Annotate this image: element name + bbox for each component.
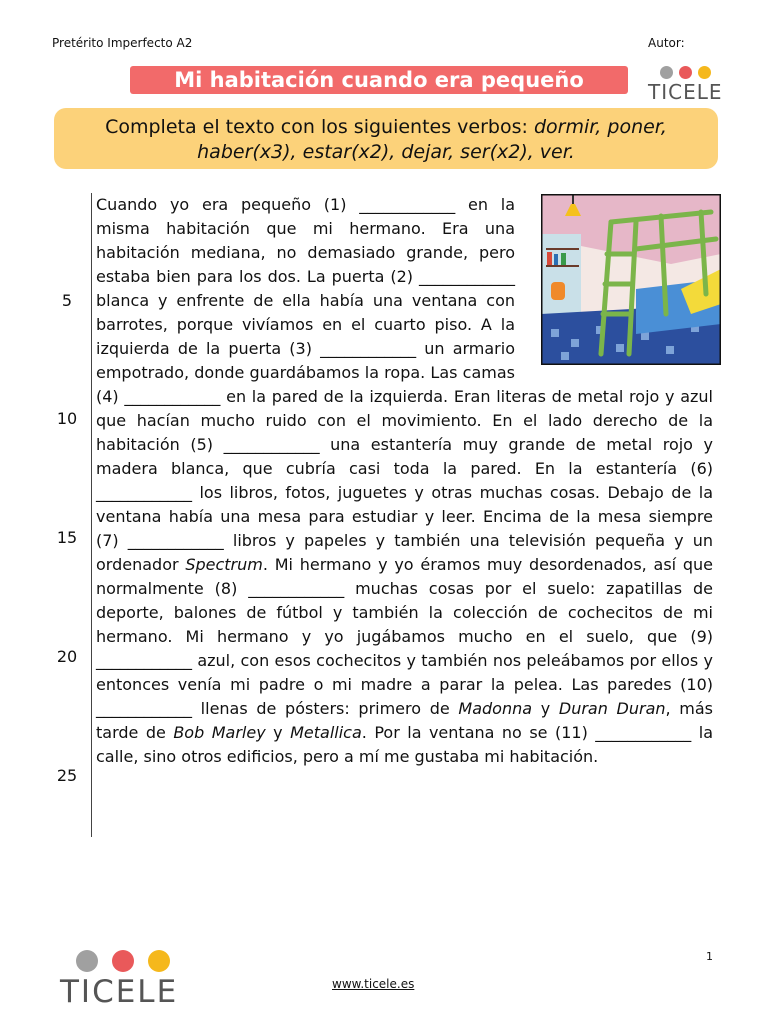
footer-logo-wordmark: TICELE: [60, 974, 179, 1010]
text-italic-segment: Madonna: [458, 699, 533, 718]
text-italic-segment: Metallica: [290, 723, 362, 742]
instructions-verbs-2: haber(x3), estar(x2), dejar, ser(x2), ver.: [197, 141, 575, 163]
logo-dot-gray: [660, 66, 673, 79]
text-segment: . Mi hermano y yo éramos muy desordenados, así que normalmente (8) ____________ muchas cosas por el suelo: zapatillas de deporte, balones de fútbol y también la colección de cochecitos de mi hermano. Mi hermano y yo jugábamos mucho en el suelo, que (9) ____________ azul, con esos cochecitos y también nos peleábamos por ellos y entonces venía mi padre o mi madre a parar la pelea. Las paredes (10) ____________ llenas de pósters: primero de: [96, 555, 714, 718]
worksheet-level-label: Pretérito Imperfecto A2: [52, 36, 193, 50]
line-number: 5: [61, 291, 73, 310]
text-segment: . Por la ventana no se (11) ____________ la calle, sino otros edificios, pero a mí me gustaba mi habitación.: [96, 723, 714, 766]
footer-ticele-logo: [62, 950, 192, 1010]
logo-dot-red: [679, 66, 692, 79]
line-number: 25: [56, 766, 78, 785]
instructions-box: [54, 108, 718, 169]
text-segment: Cuando yo era pequeño (1) ____________ en la misma habitación que mi hermano. Era una habitación mediana, no demasiado grande, pero estaba bien para los dos. La puerta (2) ____________ blanca y enfrente de ella había una ventana con barrotes, porque vivíamos en el cuarto piso. A la izquierda de la puerta (3) ____________ un armario empotrado, donde guardábamos la ropa. Las camas (4) ____________ en la pared de la izquierda. Eran literas de metal rojo y azul que hacían mucho ruido con el movimiento. En el lado derecho de la habitación (5) ____________ una estantería muy grande de metal rojo y madera blanca, que cubría casi toda la pared. En la estantería (6) ____________ los libros, fotos, juguetes y otras muchas cosas. Debajo de la ventana había una mesa para estudiar y leer. Encima de la mesa siempre (7) ____________ libros y papeles y también una televisión pequeña y un ordenador: [96, 195, 713, 574]
text-italic-segment: Bob Marley: [173, 723, 266, 742]
ticele-logo: [648, 66, 728, 106]
margin-rule: [91, 193, 92, 837]
author-label: Autor:: [648, 36, 685, 50]
text-segment: , más tarde de: [96, 699, 714, 742]
logo-dot-yellow: [698, 66, 711, 79]
page-title: Mi habitación cuando era pequeño: [130, 66, 628, 94]
page-number: 1: [706, 950, 713, 963]
text-segment: y: [532, 699, 559, 718]
instructions-verbs-1: dormir, poner,: [533, 116, 667, 138]
text-italic-segment: Spectrum: [185, 555, 263, 574]
line-number: 20: [56, 647, 78, 666]
line-number: 10: [56, 409, 78, 428]
text-segment: y: [265, 723, 291, 742]
website-link[interactable]: www.ticele.es: [332, 977, 415, 991]
logo-wordmark: TICELE: [648, 80, 723, 104]
bedroom-illustration: [541, 194, 721, 365]
footer-logo-dot-yellow: [148, 950, 170, 972]
footer-logo-dot-red: [112, 950, 134, 972]
footer-logo-dot-gray: [76, 950, 98, 972]
text-italic-segment: Duran Duran: [558, 699, 666, 718]
line-number: 15: [56, 528, 78, 547]
instructions-lead: Completa el texto con los siguientes verbos:: [105, 116, 534, 138]
